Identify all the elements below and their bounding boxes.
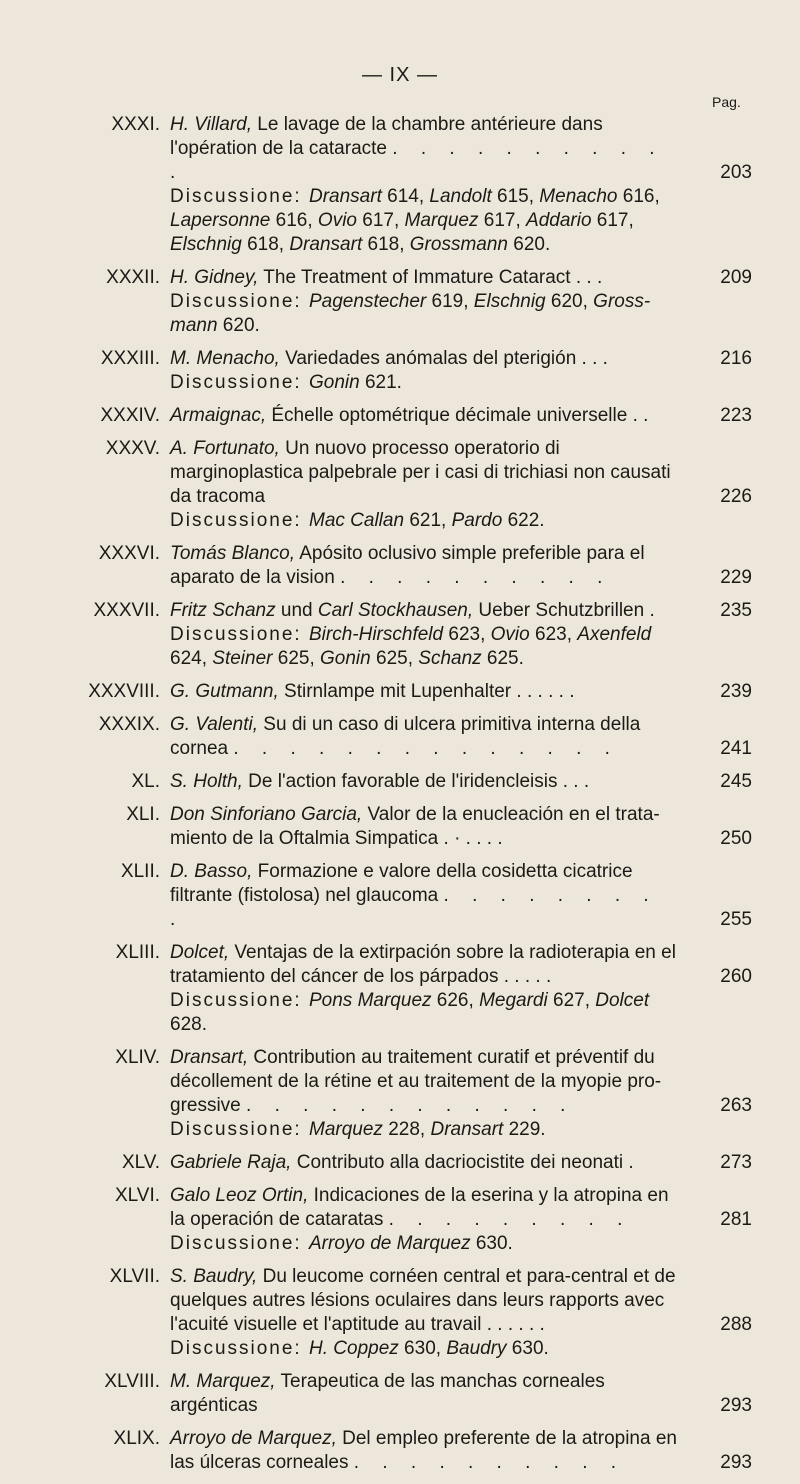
entry-title — [170, 1151, 682, 1175]
discussion-page: 630, — [398, 1338, 447, 1359]
discussant-name: Menacho — [539, 186, 618, 207]
discussion-page: 621. — [359, 372, 402, 393]
discussion-page: 618, — [362, 234, 410, 255]
title-text: Indicaciones de la eserina y la atropina en la operación de cataratas — [170, 1185, 669, 1230]
entry-title — [170, 1046, 682, 1118]
discussion-label: Discussione: — [170, 990, 309, 1011]
entry-number: XLV. — [121, 1152, 160, 1173]
discussion-page: 630. — [470, 1233, 513, 1254]
discussant-name: Axenfeld — [577, 624, 652, 645]
title-text: Du leucome cornéen central et para-central et de quelques autres lésions oculaires dans leurs rapports avec l'acuité visuelle et l'aptitude au travail . . . . . . — [170, 1266, 676, 1335]
discussion-label: Discussione: — [170, 1233, 309, 1254]
entry-body — [170, 1184, 682, 1256]
entry-page-number: 255 — [720, 909, 752, 930]
discussant-name: Lapersonne — [170, 210, 271, 231]
entry-number: XXXI. — [111, 114, 160, 135]
discussant-name: Elschnig — [473, 291, 546, 312]
discussion-page: 619, — [426, 291, 474, 312]
discussion-page: 229. — [503, 1119, 546, 1140]
title-text: Terapeutica de las manchas corneales argénticas — [170, 1371, 605, 1416]
discussion-page: 618, — [241, 234, 290, 255]
entry-body — [170, 1265, 682, 1361]
discussant-name: Steiner — [212, 648, 273, 669]
entry-page-number: 293 — [720, 1452, 752, 1473]
discussant-name: Baudry — [446, 1338, 507, 1359]
author-name: G. Gutmann, — [170, 681, 279, 702]
entry-body — [170, 713, 682, 761]
title-text: Le lavage de la chambre antérieure dans l'opération de la cataracte — [170, 114, 603, 159]
discussion-label: Discussione: — [170, 624, 309, 645]
discussant-name: Addario — [526, 210, 592, 231]
entry-title — [170, 347, 682, 371]
toc-entry — [0, 860, 800, 932]
discussant-name: Arroyo de Marquez — [309, 1233, 471, 1254]
discussant-name: Ovio — [317, 210, 357, 231]
toc-entry — [0, 680, 800, 704]
discussion-page: 630. — [506, 1338, 549, 1359]
discussion-label: Discussione: — [170, 1338, 309, 1359]
entry-body — [170, 803, 682, 851]
entry-page-number: 209 — [720, 267, 752, 288]
discussant-name: Gonin — [320, 648, 371, 669]
toc-entry — [0, 542, 800, 590]
entry-number: XXXVIII. — [88, 681, 160, 702]
entry-title — [170, 404, 682, 428]
discussant-name: Gross-mann — [170, 291, 651, 336]
discussion-page: 614, — [381, 186, 430, 207]
toc-entry — [0, 803, 800, 851]
title-text: Valor de la enucleación en el trata-miento de la Oftalmia Simpatica . · . . . . — [170, 804, 660, 849]
entry-body — [170, 404, 682, 428]
discussion-page: 620. — [507, 234, 551, 255]
entry-title — [170, 266, 682, 290]
discussion-page: 228, — [382, 1119, 431, 1140]
discussion-page: 617, — [357, 210, 405, 231]
author-name: Tomás Blanco, — [170, 543, 295, 564]
discussion-page: 620. — [217, 315, 260, 336]
author-name: Dransart, — [170, 1047, 249, 1068]
toc-entry — [0, 1046, 800, 1142]
discussion-page: 624, — [170, 648, 213, 669]
discussant-name: Pardo — [451, 510, 503, 531]
entry-body — [170, 770, 682, 794]
discussant-name: H. Coppez — [309, 1338, 399, 1359]
discussant-name: Dransart — [289, 234, 363, 255]
toc-entry — [0, 437, 800, 533]
entry-number: XL. — [131, 771, 160, 792]
page-column-header: Pag. — [712, 94, 741, 110]
entry-title — [170, 1370, 682, 1418]
entry-page-number: 288 — [720, 1314, 752, 1335]
entry-page-number: 229 — [720, 567, 752, 588]
author-name: Fritz Schanz — [170, 600, 276, 621]
entry-page-number: 281 — [720, 1209, 752, 1230]
discussion-label: Discussione: — [170, 510, 309, 531]
title-text: . . . . . . . . . . . — [170, 138, 664, 183]
discussion-line — [170, 989, 682, 1037]
toc-entry — [0, 1151, 800, 1175]
author-name: Galo Leoz Ortin, — [170, 1185, 309, 1206]
discussion-line — [170, 623, 682, 671]
title-text: Contribution au traitement curatif et préventif du décollement de la rétine et au traitement de la myopie pro-gressive — [170, 1047, 662, 1116]
title-text: Stirnlampe mit Lupenhalter . . . . . . — [278, 681, 575, 702]
discussion-page: 620, — [545, 291, 594, 312]
entry-number: XXXII. — [106, 267, 160, 288]
entry-body — [170, 542, 682, 590]
discussion-page: 625, — [370, 648, 419, 669]
entry-title — [170, 1184, 682, 1232]
discussion-page: 623, — [443, 624, 491, 645]
entry-body — [170, 680, 682, 704]
discussant-name: Ovio — [490, 624, 530, 645]
toc-entry — [0, 266, 800, 338]
toc-entry — [0, 1370, 800, 1418]
entry-number: XLI. — [126, 804, 160, 825]
discussant-name: Dransart — [309, 186, 382, 207]
discussion-line — [170, 1337, 682, 1361]
entry-number: XLII. — [120, 861, 160, 882]
entry-number: XLVII. — [109, 1266, 160, 1287]
discussant-name: Marquez — [309, 1119, 383, 1140]
toc-entry — [0, 347, 800, 395]
entry-page-number: 293 — [720, 1395, 752, 1416]
entry-body — [170, 941, 682, 1037]
discussion-page: 617, — [591, 210, 634, 231]
title-text: The Treatment of Immature Cataract . . . — [258, 267, 603, 288]
title-text: Échelle optométrique décimale universelle . . — [266, 405, 649, 426]
author-name: S. Baudry, — [170, 1266, 258, 1287]
entry-number: XXXV. — [105, 438, 160, 459]
entry-body — [170, 1046, 682, 1142]
entry-page-number: 263 — [720, 1095, 752, 1116]
discussant-name: Schanz — [418, 648, 482, 669]
author-name: D. Basso, — [170, 861, 253, 882]
entry-body — [170, 1370, 682, 1418]
title-text: . . . . . . . . . — [170, 885, 658, 930]
entry-page-number: 250 — [720, 828, 752, 849]
entry-body — [170, 860, 682, 932]
discussion-page: 617, — [478, 210, 527, 231]
discussant-name: Landolt — [429, 186, 492, 207]
discussant-name: Grossmann — [409, 234, 508, 255]
discussant-name: Mac Callan — [309, 510, 405, 531]
toc-entry — [0, 713, 800, 761]
discussion-line — [170, 185, 682, 257]
entry-title — [170, 770, 682, 794]
toc-entry — [0, 941, 800, 1037]
toc-entry — [0, 770, 800, 794]
entry-title — [170, 680, 682, 704]
title-text: . . . . . . . . . . . . . . — [233, 738, 619, 759]
entry-page-number: 239 — [720, 681, 752, 702]
author-name: Don Sinforiano Garcia, — [170, 804, 363, 825]
entry-body — [170, 437, 682, 533]
toc-entry — [0, 404, 800, 428]
discussion-label: Discussione: — [170, 186, 309, 207]
entry-number: XLIII. — [115, 942, 160, 963]
entry-title — [170, 860, 682, 932]
entry-number: XLVI. — [114, 1185, 160, 1206]
title-text: Formazione e valore della cosidetta cicatrice filtrante (fistolosa) nel glaucoma — [170, 861, 633, 906]
title-text: und — [275, 600, 318, 621]
entry-page-number: 260 — [720, 966, 752, 987]
toc-entry — [0, 1265, 800, 1361]
discussion-page: 625. — [481, 648, 524, 669]
entry-body — [170, 1427, 682, 1475]
discussant-name: Elschnig — [170, 234, 242, 255]
author-name: Arroyo de Marquez, — [170, 1428, 337, 1449]
title-text: . . . . . . . . . . — [340, 567, 612, 588]
discussion-page: 628. — [170, 1014, 207, 1035]
discussion-line — [170, 509, 682, 533]
entry-page-number: 245 — [720, 771, 752, 792]
discussion-line — [170, 1118, 682, 1142]
entry-title — [170, 1427, 682, 1475]
toc-entry — [0, 113, 800, 257]
author-name: H. Villard, — [170, 114, 253, 135]
title-text: . . . . . . . . . . — [353, 1452, 626, 1473]
title-text: Del empleo preferente de la atropina en las úlceras corneales — [170, 1428, 677, 1473]
entry-page-number: 203 — [720, 162, 752, 183]
discussant-name: Gonin — [309, 372, 360, 393]
entry-title — [170, 599, 682, 623]
discussion-page: 623, — [529, 624, 578, 645]
discussant-name: Birch-Hirschfeld — [309, 624, 444, 645]
title-text: Un nuovo processo operatorio di marginoplastica palpebrale per i casi di trichiasi non causati da tracoma — [170, 438, 671, 507]
toc-entry — [0, 1427, 800, 1475]
entry-body — [170, 347, 682, 395]
discussion-label: Discussione: — [170, 372, 309, 393]
author-name: S. Holth, — [170, 771, 243, 792]
entry-title — [170, 113, 682, 185]
author-name: M. Marquez, — [170, 1371, 276, 1392]
discussion-page: 615, — [491, 186, 540, 207]
entry-number: XXXIII. — [100, 348, 160, 369]
entry-body — [170, 599, 682, 671]
title-text: Variedades anómalas del pterigión . . . — [279, 348, 608, 369]
entry-number: XLIX. — [113, 1428, 160, 1449]
discussion-page: 616, — [270, 210, 318, 231]
entry-title — [170, 803, 682, 851]
entry-title — [170, 713, 682, 761]
discussant-name: Pons Marquez — [309, 990, 432, 1011]
title-text: De l'action favorable de l'iridencleisis . . . — [242, 771, 590, 792]
discussant-name: Dolcet — [595, 990, 650, 1011]
title-text: Contributo alla dacriocistite dei neonati . — [291, 1152, 634, 1173]
title-text: Apósito oclusivo simple preferible para el aparato de la vision — [170, 543, 645, 588]
entry-number: XXXVII. — [93, 600, 160, 621]
author-name: Armaignac, — [170, 405, 267, 426]
entry-page-number: 226 — [720, 486, 752, 507]
page-number: — IX — — [361, 64, 438, 86]
toc-entry — [0, 599, 800, 671]
discussion-page: 625, — [272, 648, 321, 669]
discussion-page: 627, — [547, 990, 596, 1011]
author-name: H. Gidney, — [170, 267, 259, 288]
discussant-name: Dransart — [430, 1119, 504, 1140]
title-text: . . . . . . . . . . . . — [246, 1095, 575, 1116]
author-name: G. Valenti, — [170, 714, 259, 735]
entry-page-number: 216 — [720, 348, 752, 369]
table-of-contents — [0, 113, 800, 1484]
entry-title — [170, 941, 682, 989]
entry-page-number: 235 — [720, 600, 752, 621]
discussant-name: Marquez — [404, 210, 479, 231]
author-name: Gabriele Raja, — [170, 1152, 292, 1173]
discussion-line — [170, 290, 682, 338]
discussion-page: 622. — [502, 510, 545, 531]
discussion-line — [170, 371, 682, 395]
entry-title — [170, 1265, 682, 1337]
author-name: Carl Stockhausen, — [317, 600, 474, 621]
entry-title — [170, 542, 682, 590]
entry-number: XXXIV. — [100, 405, 160, 426]
entry-number: XXXIX. — [98, 714, 160, 735]
discussion-page: 616, — [617, 186, 660, 207]
discussion-label: Discussione: — [170, 291, 309, 312]
title-text: . . . . . . . . . — [388, 1209, 632, 1230]
entry-body — [170, 266, 682, 338]
entry-page-number: 273 — [720, 1152, 752, 1173]
discussion-page: 621, — [404, 510, 452, 531]
entry-page-number: 223 — [720, 405, 752, 426]
author-name: M. Menacho, — [170, 348, 280, 369]
discussant-name: Pagenstecher — [309, 291, 427, 312]
entry-number: XLVIII. — [104, 1371, 160, 1392]
discussant-name: Megardi — [479, 990, 548, 1011]
title-text: Ueber Schutzbrillen . — [473, 600, 655, 621]
title-text: Su di un caso di ulcera primitiva interna della cornea — [170, 714, 641, 759]
entry-title — [170, 437, 682, 509]
title-text: Ventajas de la extirpación sobre la radioterapia en el tratamiento del cáncer de los párpados . . . . . — [170, 942, 676, 987]
discussion-line — [170, 1232, 682, 1256]
author-name: A. Fortunato, — [170, 438, 280, 459]
discussion-label: Discussione: — [170, 1119, 309, 1140]
author-name: Dolcet, — [170, 942, 230, 963]
discussion-page: 626, — [431, 990, 480, 1011]
entry-body — [170, 1151, 682, 1175]
entry-number: XXXVI. — [98, 543, 160, 564]
entry-number: XLIV. — [115, 1047, 160, 1068]
entry-body — [170, 113, 682, 257]
entry-page-number: 241 — [720, 738, 752, 759]
toc-entry — [0, 1184, 800, 1256]
